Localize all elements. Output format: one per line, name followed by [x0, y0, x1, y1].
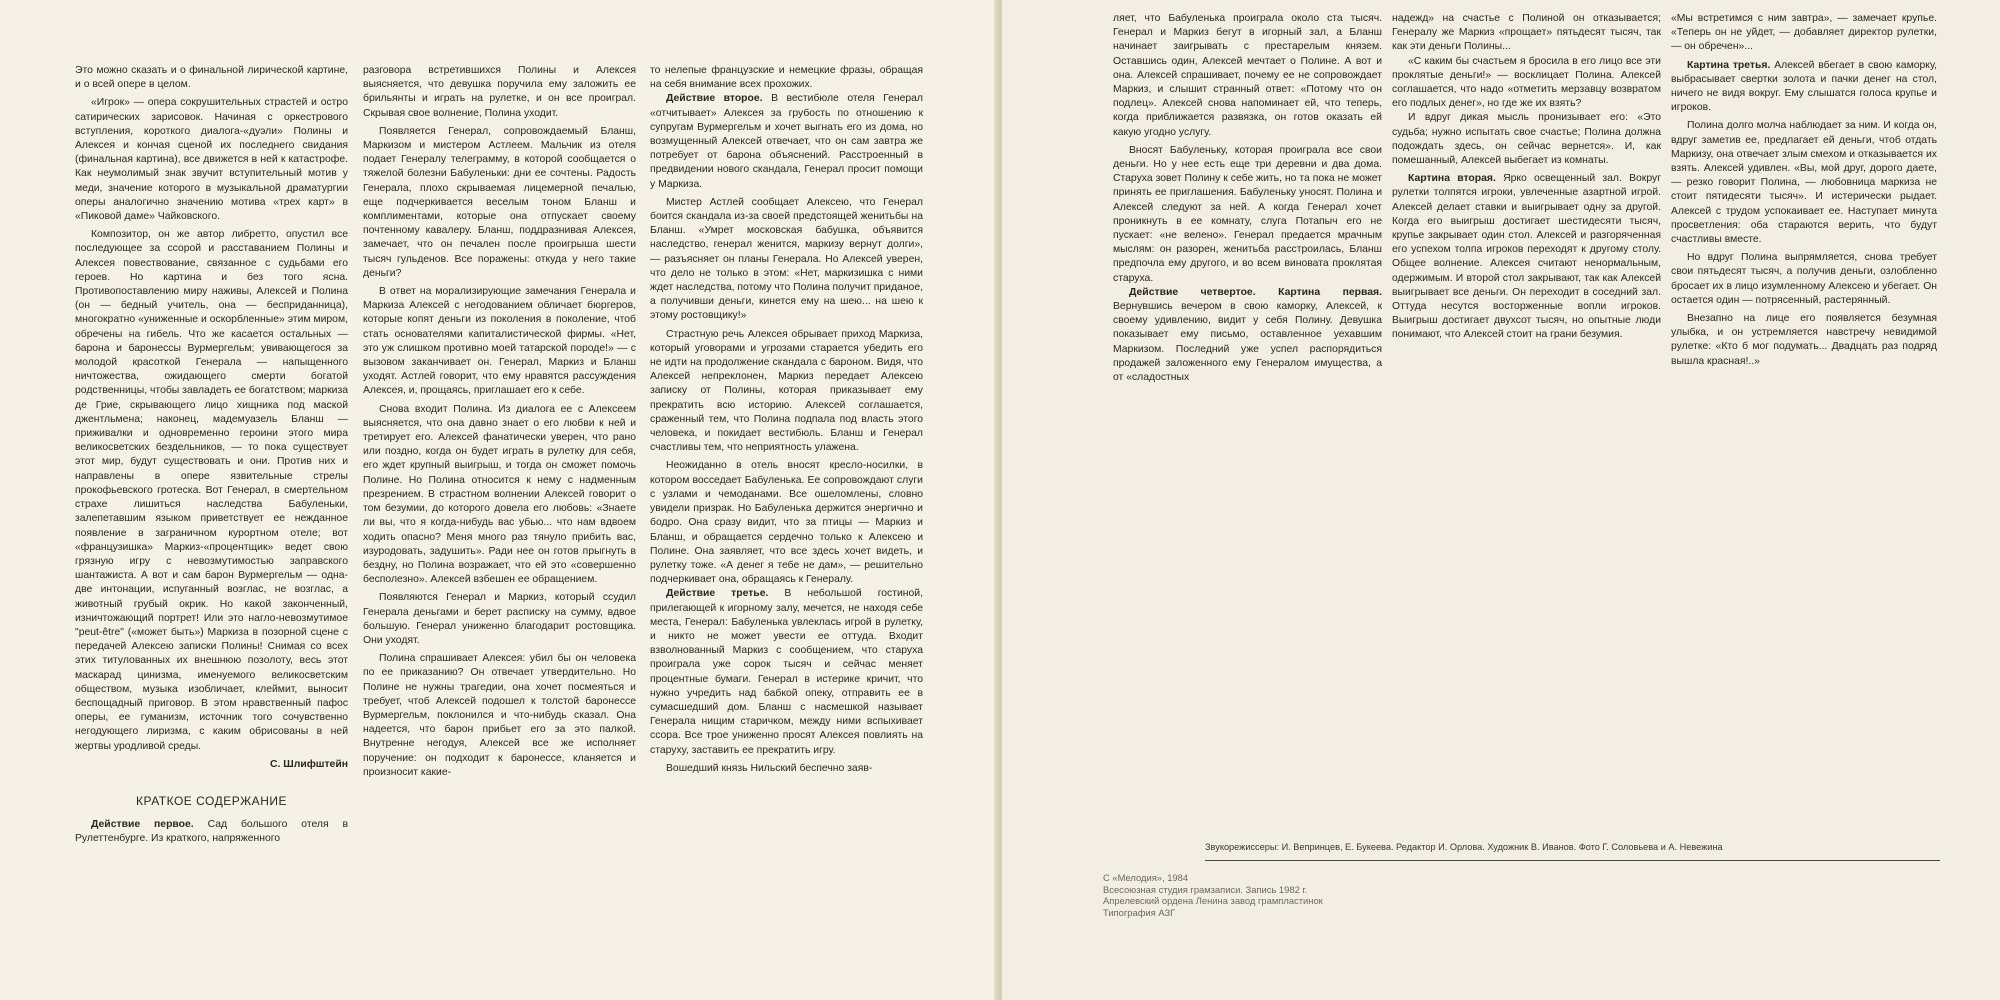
left-column-1 — [75, 64, 348, 847]
paragraph: И вдруг дикая мысль пронизывает его: «Это судьба; нужно испытать свое счастье; Полина должна подождать здесь, он сейчас вернется». И, как помешанный, Алексей выбегает из комнаты. — [1392, 112, 1661, 167]
paragraph — [75, 818, 348, 846]
production-credits: Звукорежиссеры: И. Вепринцев, Е. Букеева. Редактор И. Орлова. Художник В. Иванов. Фото Г. Соловьева и А. Невежина — [1205, 842, 1723, 852]
paragraph: то нелепые французские и немецкие фразы, обращая на себя внимание всех прохожих. — [650, 65, 923, 91]
paragraph — [650, 92, 923, 191]
paragraph: В ответ на морализирующие замечания Генерала и Маркиза Алексей с негодованием обличает бюргеров, которые копят деньги из поколения в поколение, чтоб стать основателями капиталистической фирмы. «Нет, это уж слишком противно моей татарской породе!» — с вызовом заканчивает он. Генерал, Маркиз и Бланш уходят. Астлей говорит, что ему нравятся рассуждения Алексея, и, прощаясь, приглашает его к себе. — [363, 286, 636, 397]
paragraph: ляет, что Бабуленька проиграла около ста тысяч. Генерал и Маркиз бегут в игорный зал, а Бланш начинает заигрывать с престарелым князем. Оставшись один, Алексей мечтает о Полине. А вот и она. Алексей спрашивает, почему ее не сопровождает Маркиз, и слышит странный ответ: «Потому что он подлец». Алексей снова напоминает ей, что теперь, когда приближается развязка, он готов оказать ей какую угодно услугу. — [1113, 13, 1382, 138]
paragraph: надежд» на счастье с Полиной он отказывается; Генералу же Маркиз «прощает» пятьдесят тысяч, так как эти деньги Полины... — [1392, 13, 1661, 53]
right-column-1 — [1113, 12, 1382, 385]
imprint-line: С «Мелодия», 1984 — [1103, 872, 1189, 883]
paragraph: Неожиданно в отель вносят кресло-носилки, в котором восседает Бабуленька. Ее сопровождают слуги с узлами и чемоданами. Все ошеломлены, словно увидели призрак. Но Бабуленька держится энергично и бодро. Она сразу видит, что за птицы — Маркиз и Бланш, и обращается сердечно только к Алексею и Полине. Она заявляет, что все здесь хочет видеть, и рулетку тоже. «А денег я тебе не дам», — решительно подчеркивает она, обращаясь к Генералу. — [650, 460, 923, 586]
act-label: Действие третье. — [666, 588, 769, 600]
scene-label: Картина вторая. — [1408, 173, 1496, 185]
author-signature: С. Шлифштейн — [270, 758, 348, 770]
imprint-line: Типография АЗГ — [1103, 906, 1176, 918]
paragraph: Это можно сказать и о финальной лирической картине, и о всей опере в целом. — [75, 65, 348, 91]
paragraph: Композитор, он же автор либретто, опустил все последующее за ссорой и расставанием Полины и Алексея повествование, связанное с судьбами его героев. Но картина и без того ясна. Противопоставлению миру наживы, Алексей и Полина (он — бедный учитель, она — бесприданница), многократно «униженные и оскорбленные» этим миром, обречены на гибель. Что же касается остальных — барона и баронессы Вурмергельм; увивающегося за молодой красоткой Генерала — напыщенного ничтожества, ожидающего смерти богатой родственницы, чтобы завладеть ее богатством; маркиза де Грие, скрывающего лицо хищника под маской джентльмена; наконец, мадемуазель Бланш — приживалки и одновременно героини этого мира великосветских бездельников, — то пока существует этот мир, будут существовать и они. Против них и направлены в опере язвительные стрелы прокофьевского гротеска. Вот Генерал, в смертельном страхе лишиться наследства Бабуленьки, залепетавшим языком приветствует ее нежданное появление в заграничном курортном отеле; вот «французишка» Маркиз-«процентщик» ведет свою грязную игру с невозмутимостью заправского шантажиста. А вот и сам барон Вурмергельм — одна-две интонации, испуганный возглас, не возглас, а животный грубый окрик. Но какой законченный, изничтожающий портрет! Или это нагло-невозмутимое "peut-être" («может быть») Маркиза в позорной сцене с передачей Алексею записки Полины! Снимая со всех этих титулованных их внешнюю позолоту, весь этот маскарад цинизма, именуемого великосветским обществом, музыка изобличает, клеймит, выносит беспощадный приговор. В этом нравственный пафос оперы, ее гуманизм, источник того сочувственно негодующего лиризма, с каким обрисованы в ней жертвы уродливой среды. — [75, 229, 348, 752]
act-text: Сад большого отеля в Рулеттенбурге. Из краткого, напряженного — [75, 819, 349, 845]
scene-text: Ярко освещенный зал. Вокруг рулетки толпятся игроки, увлеченные азартной игрой. Алексей делает ставки и выигрывает одну за другой. Когда его выигрыш достигает шестидесяти тысяч, крупье закрывает один стол. Алексей и разгоряченная его успехом толпа игроков переходят к другому столу. Общее волнение. Алексея считают ненормальным, одержимым. И второй стол закрывают, так как Алексей выигрывает все деньги. Он переходит в соседний зал. Оттуда несутся восторженные вопли игроков. Выигрыш достигает двухсот тысяч, но опытные люди понимают, что Алексей стоит на грани безумия. — [1392, 173, 1661, 341]
left-column-3 — [650, 64, 923, 776]
paragraph — [1113, 286, 1382, 385]
paragraph: «С каким бы счастьем я бросила в его лицо все эти проклятые деньги!» — восклицает Полина. Алексей соглашается, что надо «отметить мерзавцу возвратом его подлых денег», но где же их взять? — [1392, 55, 1661, 110]
right-column-3 — [1671, 12, 1937, 369]
paragraph: Вносят Бабуленьку, которая проиграла все свои деньги. Но у нее есть еще три деревни и два дома. Старуха зовет Полину к себе жить, но та пока не может принять ее приглашения. Бабуленьку уносят. Полина и Алексей следуют за ней. А когда Генерал хочет проникнуть в ее комнату, слуга Потапыч его не пускает: «не велено». Генерал предается мрачным мыслям: он разорен, женитьба расстроилась, Бланш предпочла ему другого, и во всем виновата проклятая старуха. — [1113, 144, 1382, 284]
imprint-block — [1103, 872, 1503, 918]
left-column-2 — [363, 64, 636, 780]
paragraph: Страстную речь Алексея обрывает приход Маркиза, который уговорами и угрозами старается убедить его не идти на продолжение скандала с бароном. Видя, что Алексей непреклонен, Маркиз передает Алексею записку от Полины, которая приказывает ему прекратить всю историю. Алексей соглашается, сраженный тем, что Полина подпала под власть этого человека, и покидает вестибюль. Бланш и Генерал счастливы тем, что неприятность улажена. — [650, 328, 923, 454]
summary-heading: КРАТКОЕ СОДЕРЖАНИЕ — [136, 793, 287, 808]
left-page — [0, 0, 998, 1000]
paragraph — [1671, 59, 1937, 116]
imprint-line: Всесоюзная студия грамзаписи. Запись 1982 г. — [1103, 883, 1308, 895]
paragraph: «Игрок» — опера сокрушительных страстей и остро сатирических зарисовок. Начиная с оркестрового вступления, короткого диалога-«дуэли» Полины и Алексея и кончая сценой их последнего свидания (финальная картина), все движется в ней к катастрофе. Как неумолимый знак звучит вступительный мотив у меди, значение которого в музыкальной драматургии оперы аналогично значению мотива «трех карт» в «Пиковой даме» Чайковского. — [75, 97, 348, 223]
paragraph: разговора встретившихся Полины и Алексея выясняется, что девушка поручила ему заложить ее брильянты и играть на рулетке, и он все проиграл. Скрывая свое волнение, Полина уходит. — [363, 65, 636, 119]
paragraph: Мистер Астлей сообщает Алексею, что Генерал боится скандала из-за своей предстоящей женитьбы на Бланш. «Умрет московская бабушка, объявится наследство, генерал женится, маркизу вернут долги», — разъясняет он планы Генерала. Но Алексей уверен, что дело не только в этом: «Нет, маркизишка с ними ждет наследства, потому что Полина получит приданое, а получивши деньги, кинется ему на шею... на шею к этому ростовщику!» — [650, 196, 923, 322]
act-label: Действие четвертое. Картина первая. — [1129, 286, 1382, 298]
act-text: В вестибюле отеля Генерал «отчитывает» Алексея за грубость по отношению к супругам Вурмергельм и хочет выгнать его из дома, но возмущенный Алексей отвечает, что он сам завтра же потребует от барона объяснений. Расстроенный в предвидении нового скандала, Генерал просит помощи у Маркиза. — [650, 93, 923, 190]
imprint-line: Апрелевский ордена Ленина завод грампластинок — [1103, 895, 1323, 906]
paragraph — [1392, 172, 1661, 342]
paragraph: Но вдруг Полина выпрямляется, снова требует свои пятьдесят тысяч, а получив деньги, озлобленно бросает их в лицо изумленному Алексею и убегает. Он остается один — потрясенный, растерянный. — [1671, 252, 1938, 306]
credits-divider — [1205, 860, 1940, 861]
act-label: Действие первое. — [91, 819, 194, 831]
scene-text: Алексей вбегает в свою каморку, выбрасывает свертки золота и пачки денег на стол, ничего не видя вокруг. Ему слышатся голоса крупье и игроков. — [1671, 59, 1937, 114]
paragraph — [650, 587, 923, 757]
paragraph: Полина долго молча наблюдает за ним. И когда он, вдруг заметив ее, предлагает ей деньги, чтоб отдать Маркизу, она отвечает злым смехом и отказывается их взять. Алексей удивлен. «Вы, мой друг, дорого даете, — резко говорит Полина, — любовница маркиза не стоит пятидесяти тысяч». И истерически рыдает. Алексей с трудом успокаивает ее. Наступает минута просветления: оба стараются верить, что будут счастливы вместе. — [1671, 120, 1937, 246]
act-text: Вернувшись вечером в свою каморку, Алексей, к своему удивлению, видит у себя Полину. Девушка показывает ему письмо, оставленное уехавшим Маркизом. Последний уже успел распорядиться продажей заложенного ему Генералом имущества, а от «сладостных — [1113, 301, 1382, 384]
paragraph: Полина спрашивает Алексея: убил бы он человека по ее приказанию? Он отвечает утвердительно. Но Полине не нужны трагедии, она хочет посмеяться и требует, чтоб Алексей подошел к толстой баронессе Вурмергельм, поклонился и что-нибудь сказал. Она надеется, что барон прибьет его за это палкой. Внутренне негодуя, Алексей все же исполняет поручение: он подходит к баронессе, кланяется и произносит какие- — [363, 653, 636, 778]
act-text: В небольшой гостиной, прилегающей к игорному залу, мечется, не находя себе места, Генерал: Бабуленька увлеклась игрой в рулетку, и никто не может увести ее оттуда. Входит взволнованный Маркиз с сообщением, что старуха проиграла уже сорок тысяч и сейчас меняет процентные бумаги. Генерал в истерике кричит, что нужно учредить над бабкой опеку, отправить ее в сумасшедший дом. Бланш с насмешкой называет Генерала нищим старичком, между ними вспыхивает ссора. Все трое униженно просят Алексея повлиять на старуху, заставить ее прекратить игру. — [650, 588, 923, 756]
paragraph: Появляются Генерал и Маркиз, который ссудил Генерала деньгами и берет расписку на сумму, вдвое большую. Генерал униженно благодарит ростовщика. Они уходят. — [363, 592, 636, 646]
paragraph: Появляется Генерал, сопровождаемый Бланш, Маркизом и мистером Астлеем. Мальчик из отеля подает Генералу телеграмму, в которой сообщается о тяжелой болезни Бабуленьки: дни ее сочтены. Радость Генерала, плохо скрываемая лицемерной печалью, еще подчеркивается веселым тоном Бланш и комплиментами, которые она отпускает своему почтенному кавалеру. Бланш, поддразнивая Алексея, замечает, что он печален после проигрыша шести тысяч гульденов. Все поражены: откуда у него такие деньги? — [363, 125, 636, 279]
paragraph: Внезапно на лице его появляется безумная улыбка, и он устремляется навстречу невидимой рулетке: «Кто б мог подумать... Двадцать раз подряд вышла красная!..» — [1671, 313, 1937, 367]
paragraph: Вошедший князь Нильский беспечно заяв- — [666, 762, 873, 774]
scene-label: Картина третья. — [1687, 59, 1771, 71]
act-label: Действие второе. — [666, 93, 763, 105]
right-column-2 — [1392, 12, 1661, 343]
paragraph: Снова входит Полина. Из диалога ее с Алексеем выясняется, что она давно знает о его любви к ней и третирует его. Алексей фанатически уверен, что рано или поздно, когда он будет играть в рулетку для себя, его ждет крупный выигрыш, и тогда он сможет помочь Полине. Но Полина относится к нему с надменным презрением. В страстном волнении Алексей говорит о том безумии, до которого довела его любовь: «Знаете ли вы, что я когда-нибудь вас убью... что нам вдвоем ходить опасно? Меня много раз тянуло прибить вас, изуродовать, задушить». Ради нее он готов прыгнуть в бездну, но Полина возражает, что ей это «совершенно бесполезно». Алексей взбешен ее обращением. — [363, 403, 636, 586]
paragraph: «Мы встретимся с ним завтра», — замечает крупье. «Теперь он не уйдет, — добавляет директор рулетки, — он обречен»... — [1671, 13, 1937, 53]
